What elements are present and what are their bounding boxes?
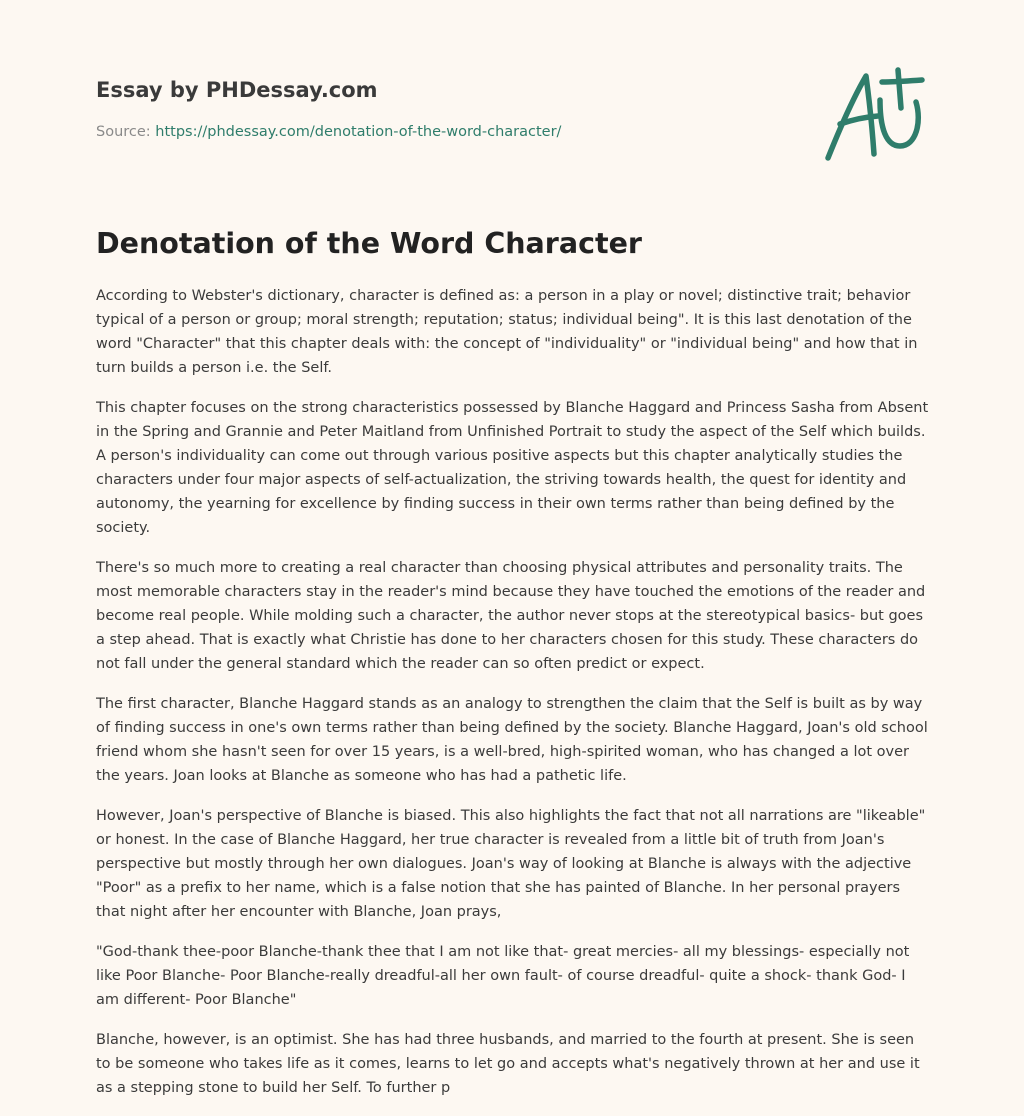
essay-quote: "God-thank thee-poor Blanche-thank thee that I am not like that- great mercies- all my blessings- especially not like Poor Blanche- Poor Blanche-really dreadful-all her own fault- of course dreadful- quite a shock- thank God- I am different- Poor Blanche" (96, 944, 910, 1008)
a-plus-logo-icon (822, 66, 928, 166)
source-line (96, 122, 796, 142)
site-title: Essay by PHDessay.com (96, 78, 378, 102)
source-label: Source: (96, 124, 156, 140)
source-link[interactable]: https://phdessay.com/denotation-of-the-word-character/ (155, 124, 562, 140)
essay-paragraph: Blanche, however, is an optimist. She has had three husbands, and married to the fourth at present. She is seen to be someone who takes life as it comes, learns to let go and accepts what's negatively thrown at her and use it as a stepping stone to build her Self. To further p (96, 1032, 920, 1096)
essay-paragraph: According to Webster's dictionary, character is defined as: a person in a play or novel; distinctive trait; behavior typical of a person or group; moral strength; reputation; status; individual being". It is this last denotation of the word "Character" that this chapter deals with: the concept of "individuality" or "individual being" and how that in turn builds a person i.e. the Self. (96, 288, 918, 376)
essay-paragraph: This chapter focuses on the strong characteristics possessed by Blanche Haggard and Princess Sasha from Absent in the Spring and Grannie and Peter Maitland from Unfinished Portrait to study the aspect of the Self which builds. A person's individuality can come out through various positive aspects but this chapter analytically studies the characters under four major aspects of self-actualization, the striving towards health, the quest for identity and autonomy, the yearning for excellence by finding success in their own terms rather than being defined by the society. (96, 400, 929, 536)
page-header (96, 76, 796, 142)
essay-title: Denotation of the Word Character (96, 227, 642, 260)
essay-body (96, 284, 930, 1110)
essay-paragraph: There's so much more to creating a real character than choosing physical attributes and personality traits. The most memorable characters stay in the reader's mind because they have touched the emotions of the reader and become real people. While molding such a character, the author never stops at the stereotypical basics- but goes a step ahead. That is exactly what Christie has done to her characters chosen for this study. These characters do not fall under the general standard which the reader can so often predict or expect. (96, 560, 926, 672)
essay-paragraph: The first character, Blanche Haggard stands as an analogy to strengthen the claim that the Self is built as by way of finding success in one's own terms rather than being defined by the society. Blanche Haggard, Joan's old school friend whom she hasn't seen for over 15 years, is a well-bred, high-spirited woman, who has changed a lot over the years. Joan looks at Blanche as someone who has had a pathetic life. (96, 696, 928, 784)
essay-paragraph: However, Joan's perspective of Blanche is biased. This also highlights the fact that not all narrations are "likeable" or honest. In the case of Blanche Haggard, her true character is revealed from a little bit of truth from Joan's perspective but mostly through her own dialogues. Joan's way of looking at Blanche is always with the adjective "Poor" as a prefix to her name, which is a false notion that she has painted of Blanche. In her personal prayers that night after her encounter with Blanche, Joan prays, (96, 808, 926, 920)
